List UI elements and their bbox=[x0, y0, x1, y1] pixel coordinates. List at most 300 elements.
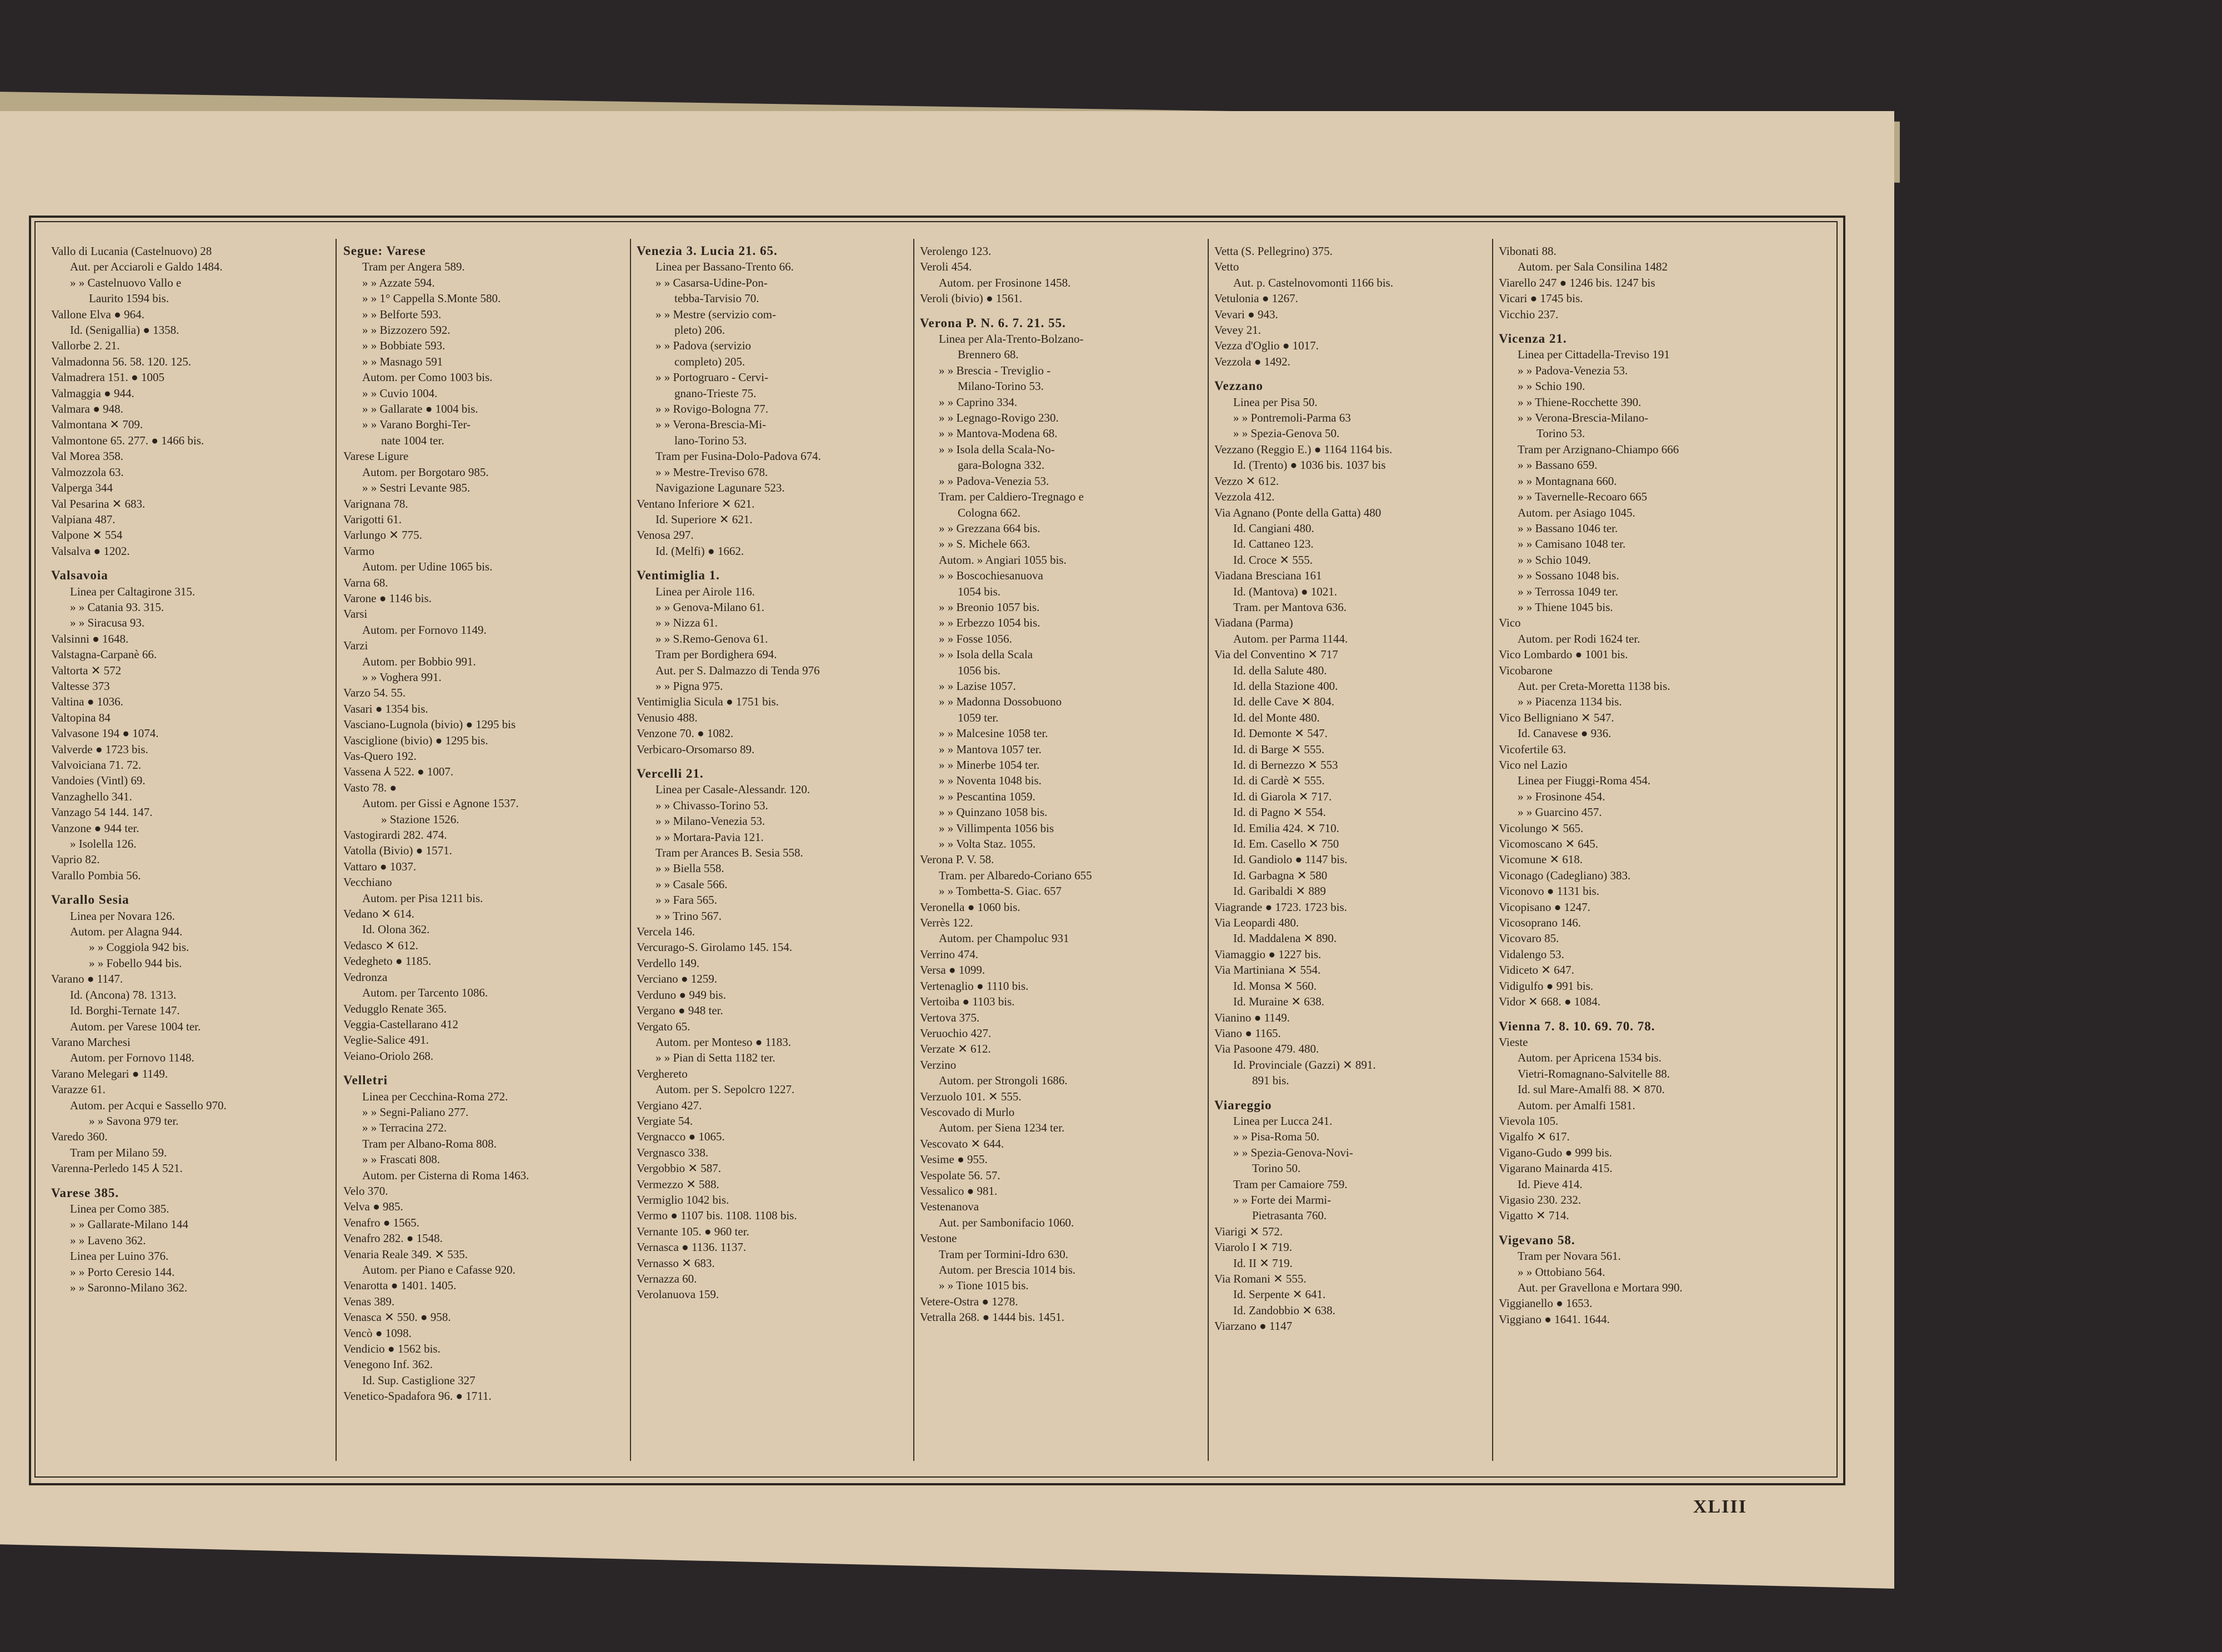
index-entry: Verbicaro-Orsomarso 89. bbox=[637, 742, 755, 756]
index-entry: » » Frascati 808. bbox=[362, 1153, 440, 1167]
index-entry: Varmo bbox=[343, 544, 374, 558]
index-entry: » » Legnago-Rovigo 230. bbox=[939, 411, 1059, 425]
index-entry: Vicobarone bbox=[1499, 663, 1553, 677]
index-entry: Vernasso ✕ 683. bbox=[637, 1256, 715, 1270]
column-rule bbox=[336, 239, 337, 1461]
index-entry: » » Mantova 1057 ter. bbox=[939, 742, 1042, 756]
index-entry: Vendicio ● 1562 bis. bbox=[343, 1342, 441, 1356]
index-entry: » » Fobello 944 bis. bbox=[89, 956, 182, 970]
index-entry: » » Milano-Venezia 53. bbox=[655, 814, 765, 828]
index-entry: Venegono Inf. 362. bbox=[343, 1358, 433, 1371]
index-entry: Id. Croce ✕ 555. bbox=[1233, 553, 1313, 567]
index-entry: Vetere-Ostra ● 1278. bbox=[920, 1294, 1018, 1308]
index-entry: Viadana Bresciana 161 bbox=[1214, 569, 1322, 583]
index-entry: » » Noventa 1048 bis. bbox=[939, 774, 1042, 788]
index-entry: Vasari ● 1354 bis. bbox=[343, 702, 428, 715]
index-entry: Venafro 282. ● 1548. bbox=[343, 1232, 443, 1245]
index-entry: Vecchiano bbox=[343, 875, 392, 889]
index-entry: » » Verona-Brescia-Mi- bbox=[655, 418, 767, 432]
index-entry: » » Pigna 975. bbox=[655, 679, 723, 693]
index-entry: Vezza d'Oglio ● 1017. bbox=[1214, 339, 1319, 353]
index-entry: Vallone Elva ● 964. bbox=[51, 307, 144, 321]
index-entry: » » Terrossa 1049 ter. bbox=[1518, 584, 1618, 598]
index-entry: Vidiceto ✕ 647. bbox=[1499, 963, 1574, 977]
entry-heading: Valsavoia bbox=[51, 568, 108, 583]
index-entry: Valpiana 487. bbox=[51, 512, 116, 526]
index-entry: Viggiano ● 1641. 1644. bbox=[1499, 1312, 1610, 1326]
index-entry: Vermiglio 1042 bis. bbox=[637, 1193, 729, 1207]
index-entry: Id. del Monte 480. bbox=[1233, 710, 1320, 724]
index-entry: » » Padova-Venezia 53. bbox=[1518, 363, 1628, 377]
index-entry: Vigasio 230. 232. bbox=[1499, 1193, 1582, 1207]
index-entry: » » Rovigo-Bologna 77. bbox=[655, 402, 768, 416]
index-entry: Autom. per Alagna 944. bbox=[70, 925, 183, 939]
index-entry: Varna 68. bbox=[343, 575, 388, 589]
index-entry: » » Tombetta-S. Giac. 657 bbox=[939, 884, 1062, 898]
index-entry: Vedronza bbox=[343, 970, 388, 984]
index-entry: Id. sul Mare-Amalfi 88. ✕ 870. bbox=[1518, 1083, 1665, 1097]
index-entry: 1056 bis. bbox=[958, 663, 1001, 677]
index-entry: » » Azzate 594. bbox=[362, 276, 435, 289]
index-entry: Id. Sup. Castiglione 327 bbox=[362, 1373, 476, 1387]
index-entry: Linea per Novara 126. bbox=[70, 909, 175, 923]
index-entry: » » Mestre (servizio com- bbox=[655, 307, 776, 321]
index-entry: Vedugglo Renate 365. bbox=[343, 1002, 447, 1015]
index-entry: Venzone 70. ● 1082. bbox=[637, 727, 734, 740]
index-entry: Vico Lombardo ● 1001 bis. bbox=[1499, 648, 1628, 662]
index-entry: » Stazione 1526. bbox=[381, 812, 459, 826]
index-entry: Pietrasanta 760. bbox=[1252, 1209, 1327, 1223]
index-entry: » » Mestre-Treviso 678. bbox=[655, 465, 768, 479]
index-entry: Valverde ● 1723 bis. bbox=[51, 742, 148, 756]
index-entry: Id. (Melfi) ● 1662. bbox=[655, 544, 744, 558]
index-entry: Id. Monsa ✕ 560. bbox=[1233, 979, 1317, 993]
index-entry: » » Catania 93. 315. bbox=[70, 600, 164, 614]
index-entry: » » Varano Borghi-Ter- bbox=[362, 418, 471, 432]
index-entry: Linea per Airole 116. bbox=[655, 584, 755, 598]
index-entry: Vedegheto ● 1185. bbox=[343, 954, 432, 968]
index-entry: Autom. per Brescia 1014 bis. bbox=[939, 1263, 1076, 1276]
index-entry: » » Biella 558. bbox=[655, 862, 724, 875]
index-entry: Vergano ● 948 ter. bbox=[637, 1004, 723, 1018]
index-entry: Vattaro ● 1037. bbox=[343, 859, 417, 873]
index-entry: Veroli (bivio) ● 1561. bbox=[920, 292, 1023, 306]
page-number: XLIII bbox=[1693, 1496, 1747, 1517]
index-entry: Vigarano Mainarda 415. bbox=[1499, 1162, 1613, 1175]
index-entry: Verrès 122. bbox=[920, 916, 973, 930]
index-entry: Viarolo I ✕ 719. bbox=[1214, 1240, 1292, 1254]
index-entry: Verzate ✕ 612. bbox=[920, 1042, 991, 1056]
index-entry: Valmontone 65. 277. ● 1466 bis. bbox=[51, 433, 204, 447]
index-entry: Varenna-Perledo 145 ⅄ 521. bbox=[51, 1162, 183, 1175]
index-entry: » » Spezia-Genova-Novi- bbox=[1233, 1145, 1353, 1159]
index-entry: Tram per Angera 589. bbox=[362, 260, 465, 274]
index-entry: Vezzano (Reggio E.) ● 1164 1164 bis. bbox=[1214, 442, 1393, 456]
index-entry: Autom. per Frosinone 1458. bbox=[939, 276, 1071, 289]
index-entry: » » Schio 1049. bbox=[1518, 553, 1591, 567]
index-entry: Id. Cangiani 480. bbox=[1233, 521, 1314, 535]
index-entry: Id. II ✕ 719. bbox=[1233, 1256, 1293, 1270]
index-entry: » » Gallarate-Milano 144 bbox=[70, 1218, 188, 1232]
index-entry: » » Padova (servizio bbox=[655, 339, 752, 353]
index-entry: Id. di Cardè ✕ 555. bbox=[1233, 774, 1325, 788]
index-entry: 1054 bis. bbox=[958, 584, 1001, 598]
index-entry: Vesime ● 955. bbox=[920, 1153, 988, 1167]
index-entry: Autom. per Pisa 1211 bis. bbox=[362, 891, 483, 905]
index-entry: Verzino bbox=[920, 1058, 957, 1072]
index-entry: Venas 389. bbox=[343, 1294, 395, 1308]
index-entry: Vanzone ● 944 ter. bbox=[51, 821, 139, 835]
index-entry: Linea per Casale-Alessandr. 120. bbox=[655, 783, 810, 797]
index-entry bbox=[1499, 1224, 1776, 1233]
index-entry: Valsinni ● 1648. bbox=[51, 632, 129, 645]
index-entry: » » Breonio 1057 bis. bbox=[939, 600, 1040, 614]
index-entry: Vidalengo 53. bbox=[1499, 947, 1564, 961]
index-entry: Vezzo ✕ 612. bbox=[1214, 474, 1279, 488]
column-rule bbox=[1492, 239, 1493, 1461]
index-entry: » » Bassano 659. bbox=[1518, 458, 1598, 472]
index-entry: Vernazza 60. bbox=[637, 1272, 697, 1285]
index-entry: Vigatto ✕ 714. bbox=[1499, 1209, 1569, 1223]
index-entry: Vergnasco 338. bbox=[637, 1145, 709, 1159]
index-entry: » » Porto Ceresio 144. bbox=[70, 1265, 175, 1279]
index-entry: Varano ● 1147. bbox=[51, 972, 123, 986]
index-entry: Venetico-Spadafora 96. ● 1711. bbox=[343, 1389, 492, 1403]
index-entry: Varignana 78. bbox=[343, 497, 408, 510]
index-entry: Varzo 54. 55. bbox=[343, 686, 406, 700]
index-entry: Id. (Ancona) 78. 1313. bbox=[70, 988, 177, 1002]
index-entry: Viarigi ✕ 572. bbox=[1214, 1224, 1283, 1238]
index-entry: Linea per Cittadella-Treviso 191 bbox=[1518, 348, 1670, 362]
index-entry: Viarzano ● 1147 bbox=[1214, 1319, 1293, 1333]
index-entry: Viggianello ● 1653. bbox=[1499, 1296, 1593, 1310]
index-entry: Varese Ligure bbox=[343, 449, 409, 463]
entry-heading: Vezzano bbox=[1214, 379, 1263, 393]
index-entry: Vietri-Romagnano-Salvitelle 88. bbox=[1518, 1067, 1670, 1080]
index-entry: Milano-Torino 53. bbox=[958, 379, 1044, 393]
column-rule bbox=[630, 239, 631, 1461]
index-entry: » » Segni-Paliano 277. bbox=[362, 1105, 469, 1119]
index-entry: Veggia-Castellarano 412 bbox=[343, 1017, 459, 1031]
index-entry: Autom. per Cisterna di Roma 1463. bbox=[362, 1168, 529, 1182]
index-entry: » » Thiene 1045 bis. bbox=[1518, 600, 1613, 614]
index-entry: Vicosoprano 146. bbox=[1499, 916, 1582, 930]
index-entry: Id. Pieve 414. bbox=[1518, 1177, 1583, 1191]
index-entry: Vergiano 427. bbox=[637, 1098, 702, 1112]
index-entry: Vico nel Lazio bbox=[1499, 758, 1568, 772]
column-rule bbox=[913, 239, 914, 1461]
index-entry: Vergato 65. bbox=[637, 1019, 690, 1033]
index-entry: Aut. per Creta-Moretta 1138 bis. bbox=[1518, 679, 1670, 693]
index-entry: Autom. per Tarcento 1086. bbox=[362, 986, 488, 1000]
index-entry: Id. della Stazione 400. bbox=[1233, 679, 1338, 693]
index-entry: » » Masnago 591 bbox=[362, 354, 443, 368]
index-entry: Valtesse 373 bbox=[51, 679, 110, 693]
index-entry: » » Thiene-Rocchette 390. bbox=[1518, 395, 1642, 409]
index-entry: » » Montagnana 660. bbox=[1518, 474, 1617, 488]
index-entry: Id. Emilia 424. ✕ 710. bbox=[1233, 821, 1339, 835]
index-entry: Varallo Pombia 56. bbox=[51, 868, 141, 882]
index-entry: pleto) 206. bbox=[674, 323, 725, 337]
index-entry: » » Pontremoli-Parma 63 bbox=[1233, 411, 1351, 425]
index-entry: Linea per Caltagirone 315. bbox=[70, 584, 196, 598]
index-entry: Vicomune ✕ 618. bbox=[1499, 853, 1583, 867]
index-entry: » » Quinzano 1058 bis. bbox=[939, 805, 1048, 819]
index-entry: Id. (Mantova) ● 1021. bbox=[1233, 584, 1338, 598]
index-entry: Via Romani ✕ 555. bbox=[1214, 1272, 1307, 1285]
index-entry: » Isolella 126. bbox=[70, 837, 137, 851]
index-entry: Linea per Como 385. bbox=[70, 1202, 169, 1215]
index-entry: Id. Cattaneo 123. bbox=[1233, 537, 1314, 551]
index-entry: Valsalva ● 1202. bbox=[51, 544, 130, 558]
index-entry: Linea per Pisa 50. bbox=[1233, 395, 1318, 409]
index-entry: Vigalfo ✕ 617. bbox=[1499, 1130, 1570, 1144]
index-entry: Vaprio 82. bbox=[51, 853, 100, 867]
index-entry: Valmontana ✕ 709. bbox=[51, 418, 143, 432]
index-entry: Aut. per S. Dalmazzo di Tenda 976 bbox=[655, 663, 820, 677]
index-entry: Autom. per Varese 1004 ter. bbox=[70, 1019, 201, 1033]
index-entry: Vianino ● 1149. bbox=[1214, 1010, 1290, 1024]
index-entry: 891 bis. bbox=[1252, 1074, 1289, 1088]
index-entry: Id. Demonte ✕ 547. bbox=[1233, 727, 1328, 740]
index-entry: Valpone ✕ 554 bbox=[51, 528, 123, 542]
index-entry: 1059 ter. bbox=[958, 710, 999, 724]
index-entry: Vergobbio ✕ 587. bbox=[637, 1162, 721, 1175]
index-entry: Valtopina 84 bbox=[51, 710, 111, 724]
index-entry: Tram per Tormini-Idro 630. bbox=[939, 1247, 1069, 1261]
index-entry: Linea per Fiuggi-Roma 454. bbox=[1518, 774, 1651, 788]
index-entry: Tram. per Caldiero-Tregnago e bbox=[939, 490, 1084, 504]
index-entry: Id. Borghi-Ternate 147. bbox=[70, 1004, 180, 1018]
index-entry: Varone ● 1146 bis. bbox=[343, 591, 432, 605]
index-entry: Vicari ● 1745 bis. bbox=[1499, 292, 1583, 306]
index-entry: » » Isola della Scala bbox=[939, 648, 1033, 662]
index-entry: Cologna 662. bbox=[958, 505, 1021, 519]
index-entry: Valvoiciana 71. 72. bbox=[51, 758, 142, 772]
index-entry: » » Bizzozero 592. bbox=[362, 323, 451, 337]
index-entry: » » Savona 979 ter. bbox=[89, 1114, 179, 1128]
index-entry: Id. Provinciale (Gazzi) ✕ 891. bbox=[1233, 1058, 1376, 1072]
index-entry: » » Laveno 362. bbox=[70, 1233, 146, 1247]
index-entry: Vieste bbox=[1499, 1035, 1528, 1049]
index-entry: » » Cuvio 1004. bbox=[362, 386, 438, 400]
index-entry: Id. Superiore ✕ 621. bbox=[655, 512, 753, 526]
index-entry: Vicopisano ● 1247. bbox=[1499, 900, 1590, 914]
index-entry: Valvasone 194 ● 1074. bbox=[51, 727, 159, 740]
index-entry: Vedano ✕ 614. bbox=[343, 907, 414, 921]
index-entry: Velo 370. bbox=[343, 1184, 388, 1198]
index-entry: Varigotti 61. bbox=[343, 512, 402, 526]
index-entry: » » S. Michele 663. bbox=[939, 537, 1030, 551]
entry-heading: Ventimiglia 1. bbox=[637, 568, 720, 583]
index-entry: Autom. per Apricena 1534 bis. bbox=[1518, 1051, 1662, 1065]
index-entry: » » Piacenza 1134 bis. bbox=[1518, 695, 1622, 709]
index-entry: Valtorta ✕ 572 bbox=[51, 663, 122, 677]
index-entry: » » Caprino 334. bbox=[939, 395, 1018, 409]
index-entry: Venarotta ● 1401. 1405. bbox=[343, 1279, 457, 1293]
index-entry: Vanzago 54 144. 147. bbox=[51, 805, 153, 819]
index-entry: Id. Em. Casello ✕ 750 bbox=[1233, 837, 1339, 851]
index-entry: » » 1° Cappella S.Monte 580. bbox=[362, 292, 501, 306]
index-entry: » » S.Remo-Genova 61. bbox=[655, 632, 768, 645]
index-entry: Autom. per Piano e Cafasse 920. bbox=[362, 1263, 516, 1276]
index-entry: » » Terracina 272. bbox=[362, 1121, 447, 1135]
index-entry: Vidor ✕ 668. ● 1084. bbox=[1499, 995, 1601, 1009]
index-entry: Vetto bbox=[1214, 260, 1239, 274]
index-entry: Tram per Camaiore 759. bbox=[1233, 1177, 1348, 1191]
index-entry: Vertoiba ● 1103 bis. bbox=[920, 995, 1015, 1009]
entry-heading: Vicenza 21. bbox=[1499, 332, 1567, 346]
index-entry: Aut. p. Castelnovomonti 1166 bis. bbox=[1233, 276, 1393, 289]
index-entry: Viconovo ● 1131 bis. bbox=[1499, 884, 1599, 898]
index-entry: » » Frosinone 454. bbox=[1518, 789, 1605, 803]
index-entry bbox=[1214, 369, 1487, 378]
index-entry: Varano Marchesi bbox=[51, 1035, 131, 1049]
index-entry: Via Agnano (Ponte della Gatta) 480 bbox=[1214, 505, 1382, 519]
index-entry: Vicomoscano ✕ 645. bbox=[1499, 837, 1599, 851]
index-entry: » » Coggiola 942 bis. bbox=[89, 940, 189, 954]
index-entry: » » Pian di Setta 1182 ter. bbox=[655, 1051, 775, 1065]
index-entry: » » Mantova-Modena 68. bbox=[939, 427, 1058, 440]
index-entry: Tram per Fusina-Dolo-Padova 674. bbox=[655, 449, 821, 463]
index-entry: Valmara ● 948. bbox=[51, 402, 123, 416]
index-entry: Autom. per Parma 1144. bbox=[1233, 632, 1348, 645]
index-entry: Vanzaghello 341. bbox=[51, 789, 132, 803]
index-entry: Autom. per S. Sepolcro 1227. bbox=[655, 1083, 795, 1097]
index-entry: Vallorbe 2. 21. bbox=[51, 339, 120, 353]
index-entry: » » Casarsa-Udine-Pon- bbox=[655, 276, 768, 289]
index-entry: Venosa 297. bbox=[637, 528, 694, 542]
index-entry: Vandoies (Vintl) 69. bbox=[51, 774, 146, 788]
index-entry: Autom. per Acqui e Sassello 970. bbox=[70, 1098, 227, 1112]
index-entry: Vergnacco ● 1065. bbox=[637, 1130, 725, 1144]
index-entry: Id. (Trento) ● 1036 bis. 1037 bis bbox=[1233, 458, 1386, 472]
index-entry: Linea per Luino 376. bbox=[70, 1249, 169, 1263]
entry-heading: Vienna 7. 8. 10. 69. 70. 78. bbox=[1499, 1019, 1655, 1033]
index-entry: Vico bbox=[1499, 616, 1521, 630]
entry-heading: Venezia 3. Lucia 21. 65. bbox=[637, 244, 778, 258]
index-entry: » » Fara 565. bbox=[655, 893, 717, 907]
index-entry: Autom. » Angiari 1055 bis. bbox=[939, 553, 1067, 567]
index-column-5 bbox=[1214, 243, 1487, 1334]
index-entry: Tram per Novara 561. bbox=[1518, 1249, 1621, 1263]
index-entry: Varano Melegari ● 1149. bbox=[51, 1067, 168, 1080]
index-entry: Vicofertile 63. bbox=[1499, 742, 1567, 756]
index-entry: » » Schio 190. bbox=[1518, 379, 1585, 393]
index-entry: Versa ● 1099. bbox=[920, 963, 985, 977]
index-entry: Id. Olona 362. bbox=[362, 923, 430, 937]
index-entry: » » Gallarate ● 1004 bis. bbox=[362, 402, 478, 416]
index-entry: Verzuolo 101. ✕ 555. bbox=[920, 1089, 1022, 1103]
index-entry: » » Isola della Scala-No- bbox=[939, 442, 1055, 456]
index-entry bbox=[51, 559, 329, 568]
index-entry: Veglie-Salice 491. bbox=[343, 1033, 429, 1047]
index-entry: Id. Zandobbio ✕ 638. bbox=[1233, 1303, 1335, 1317]
index-entry: Tram per Arances B. Sesia 558. bbox=[655, 846, 803, 860]
index-entry: Autom. per Monteso ● 1183. bbox=[655, 1035, 792, 1049]
index-entry: Vermezzo ✕ 588. bbox=[637, 1177, 719, 1191]
index-entry: Verduno ● 949 bis. bbox=[637, 988, 726, 1002]
index-entry: Navigazione Lagunare 523. bbox=[655, 481, 785, 495]
index-entry: Valmadrera 151. ● 1005 bbox=[51, 371, 164, 384]
index-entry: » » Chivasso-Torino 53. bbox=[655, 798, 768, 812]
index-entry: Aut. per Sambonifacio 1060. bbox=[939, 1215, 1074, 1229]
index-entry: Viagrande ● 1723. 1723 bis. bbox=[1214, 900, 1347, 914]
index-entry: Vibonati 88. bbox=[1499, 244, 1557, 258]
index-entry: Venasca ✕ 550. ● 958. bbox=[343, 1310, 451, 1324]
index-entry: » » Fosse 1056. bbox=[939, 632, 1012, 645]
index-entry: Vercela 146. bbox=[637, 925, 695, 939]
index-entry: Vico Belligniano ✕ 547. bbox=[1499, 710, 1614, 724]
index-entry: » » Ottobiano 564. bbox=[1518, 1265, 1605, 1279]
index-entry: Id. di Bernezzo ✕ 553 bbox=[1233, 758, 1338, 772]
index-entry: Vastogirardi 282. 474. bbox=[343, 828, 447, 842]
index-entry: Vezzola ● 1492. bbox=[1214, 354, 1290, 368]
index-entry: completo) 205. bbox=[674, 354, 745, 368]
index-entry: Vergiate 54. bbox=[637, 1114, 693, 1128]
index-entry: » » Nizza 61. bbox=[655, 616, 718, 630]
index-entry: Id. Gandiolo ● 1147 bis. bbox=[1233, 853, 1348, 867]
index-entry: gara-Bologna 332. bbox=[958, 458, 1045, 472]
index-entry: » » Minerbe 1054 ter. bbox=[939, 758, 1040, 772]
index-entry bbox=[343, 1064, 624, 1073]
index-entry: nate 1004 ter. bbox=[381, 433, 444, 447]
index-entry: Viconago (Cadegliano) 383. bbox=[1499, 868, 1631, 882]
index-entry: » » Casale 566. bbox=[655, 877, 728, 891]
index-entry: Autom. per Amalfi 1581. bbox=[1518, 1098, 1635, 1112]
index-entry: » » Grezzana 664 bis. bbox=[939, 521, 1040, 535]
index-entry bbox=[637, 757, 908, 766]
index-entry: » » Tione 1015 bis. bbox=[939, 1279, 1029, 1293]
index-entry: » » Padova-Venezia 53. bbox=[939, 474, 1049, 488]
index-entry: » » Pisa-Roma 50. bbox=[1233, 1130, 1320, 1144]
index-entry: Autom. per Sala Consilina 1482 bbox=[1518, 260, 1668, 274]
index-entry: Vernante 105. ● 960 ter. bbox=[637, 1224, 749, 1238]
index-entry: Valtina ● 1036. bbox=[51, 695, 123, 709]
index-entry: Autom. per Rodi 1624 ter. bbox=[1518, 632, 1640, 645]
index-entry: Via Pasoone 479. 480. bbox=[1214, 1042, 1319, 1056]
index-entry: » » Genova-Milano 61. bbox=[655, 600, 764, 614]
index-entry: Autom. per Borgotaro 985. bbox=[362, 465, 489, 479]
index-entry: Vasciano-Lugnola (bivio) ● 1295 bis bbox=[343, 718, 516, 732]
index-entry: Veruochio 427. bbox=[920, 1026, 992, 1040]
index-entry: » » Guarcino 457. bbox=[1518, 805, 1602, 819]
entry-heading: Viareggio bbox=[1214, 1098, 1272, 1112]
index-entry: Venusio 488. bbox=[637, 710, 698, 724]
index-entry: tebba-Tarvisio 70. bbox=[674, 292, 759, 306]
index-entry: Brennero 68. bbox=[958, 348, 1019, 362]
index-entry: Autom. per Siena 1234 ter. bbox=[939, 1121, 1065, 1135]
index-entry: » » Belforte 593. bbox=[362, 307, 442, 321]
index-entry: Aut. per Gravellona e Mortara 990. bbox=[1518, 1281, 1683, 1294]
index-entry: » » Camisano 1048 ter. bbox=[1518, 537, 1626, 551]
index-entry: » » Brescia - Treviglio - bbox=[939, 363, 1051, 377]
index-entry: » » Saronno-Milano 362. bbox=[70, 1281, 188, 1294]
index-entry: Id. Muraine ✕ 638. bbox=[1233, 995, 1324, 1009]
index-entry: Autom. per Fornovo 1149. bbox=[362, 623, 487, 637]
index-entry: Verciano ● 1259. bbox=[637, 972, 718, 986]
index-entry: Vetralla 268. ● 1444 bis. 1451. bbox=[920, 1310, 1064, 1324]
index-entry: Viamaggio ● 1227 bis. bbox=[1214, 947, 1322, 961]
index-entry: Vescovato ✕ 644. bbox=[920, 1137, 1004, 1150]
index-entry: » » Trino 567. bbox=[655, 909, 722, 923]
index-entry: Vezzola 412. bbox=[1214, 490, 1275, 504]
index-entry: Veiano-Oriolo 268. bbox=[343, 1049, 434, 1063]
index-entry: » » Sossano 1048 bis. bbox=[1518, 569, 1619, 583]
index-entry: Vestenanova bbox=[920, 1200, 979, 1214]
index-entry: Varlungo ✕ 775. bbox=[343, 528, 422, 542]
index-entry: » » Bassano 1046 ter. bbox=[1518, 521, 1618, 535]
